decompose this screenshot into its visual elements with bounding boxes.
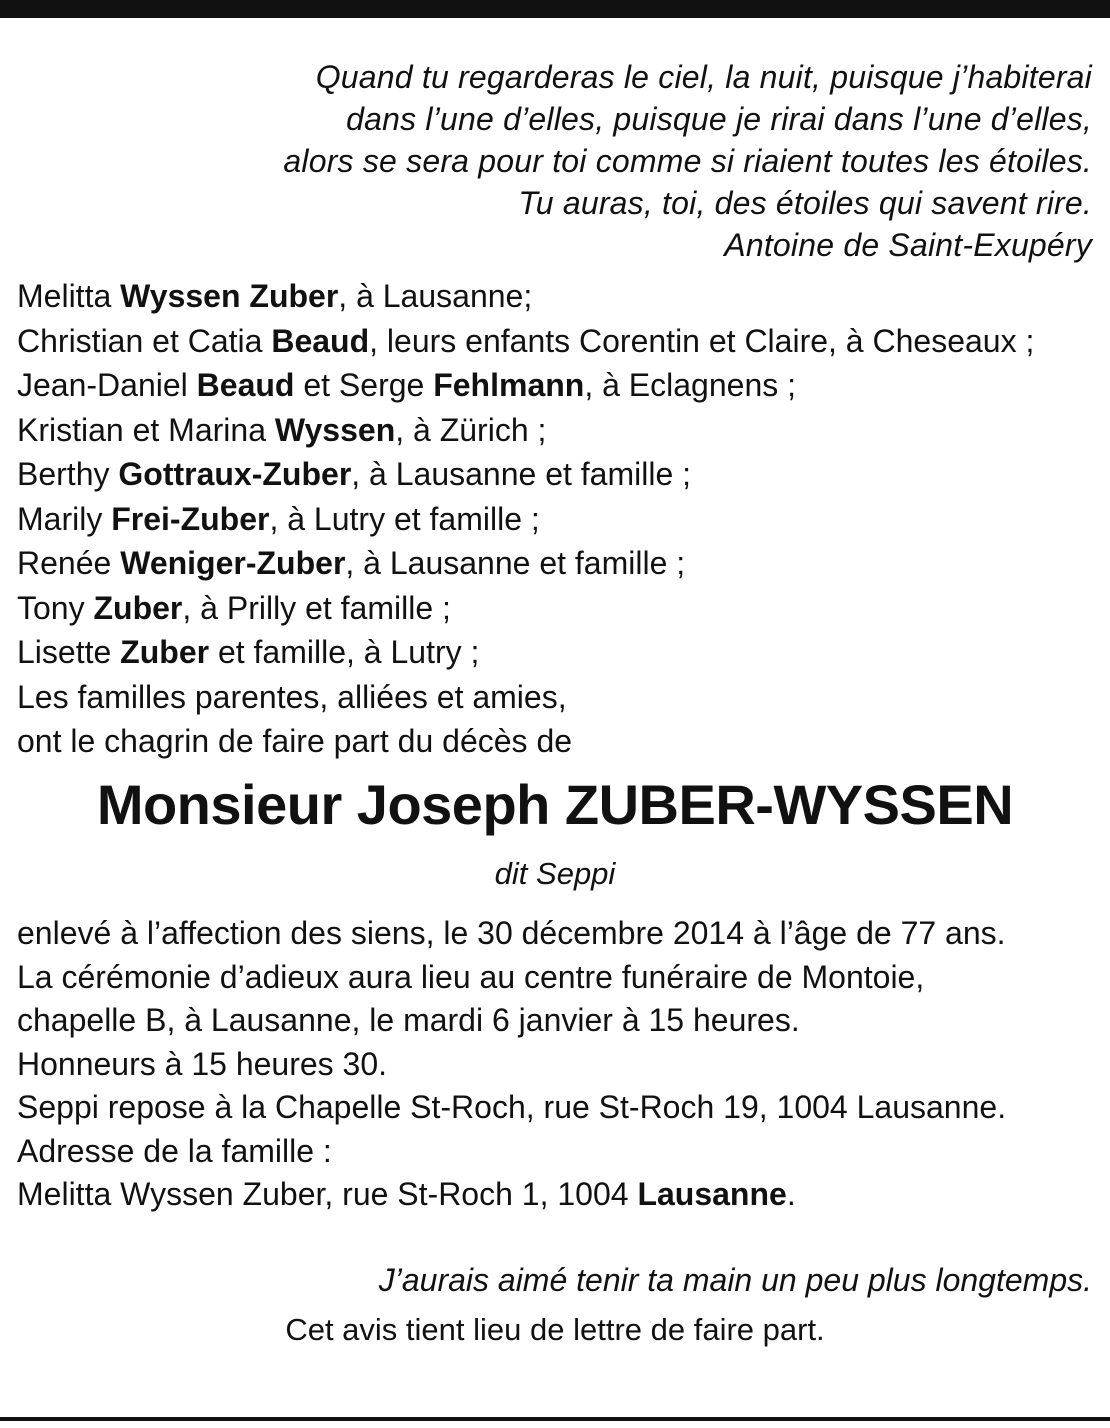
family-line: ont le chagrin de faire part du décès de — [17, 723, 573, 759]
family-line: Marily Frei-Zuber, à Lutry et famille ; — [17, 500, 540, 537]
family-line: Tony Zuber, à Prilly et famille ; — [17, 589, 451, 626]
quote-line: dans l’une d’elles, puisque je rirai dans l’une d’elles, — [346, 101, 1092, 137]
family-line: Melitta Wyssen Zuber, à Lausanne; — [17, 278, 533, 314]
ceremony-details — [17, 912, 1097, 1217]
family-line: Kristian et Marina Wyssen, à Zürich ; — [17, 411, 547, 448]
details-line: Adresse de la famille : — [17, 1132, 332, 1169]
quote-line: Quand tu regarderas le ciel, la nuit, puisque j’habiterai — [315, 59, 1092, 95]
epigraph-quote — [92, 56, 1092, 266]
quote-line: Tu auras, toi, des étoiles qui savent rire. — [518, 185, 1092, 221]
details-line: chapelle B, à Lausanne, le mardi 6 janvier à 15 heures. — [17, 1002, 800, 1038]
family-line: Les familles parentes, alliées et amies, — [17, 678, 567, 715]
family-line: Lisette Zuber et famille, à Lutry ; — [17, 634, 480, 670]
family-line: Jean-Daniel Beaud et Serge Fehlmann, à Eclagnens ; — [17, 367, 797, 403]
footer-note: Cet avis tient lieu de lettre de faire part. — [285, 1312, 825, 1347]
details-line: Honneurs à 15 heures 30. — [17, 1045, 388, 1082]
family-line: Renée Weniger-Zuber, à Lausanne et famille ; — [17, 545, 686, 581]
top-border — [0, 0, 1110, 18]
deceased-nickname: dit Seppi — [494, 856, 616, 891]
bottom-border — [0, 1417, 1110, 1421]
quote-line: alors se sera pour toi comme si riaient toutes les étoiles. — [283, 143, 1092, 179]
family-address: Melitta Wyssen Zuber, rue St-Roch 1, 1004 Lausanne. — [17, 1176, 796, 1212]
details-line: La cérémonie d’adieux aura lieu au centre funéraire de Montoie, — [17, 958, 925, 995]
closing-quote: J’aurais aimé tenir ta main un peu plus longtemps. — [378, 1262, 1092, 1298]
details-line: enlevé à l’affection des siens, le 30 décembre 2014 à l’âge de 77 ans. — [17, 915, 1006, 951]
family-line: Christian et Catia Beaud, leurs enfants Corentin et Claire, à Cheseaux ; — [17, 322, 1035, 359]
family-line: Berthy Gottraux-Zuber, à Lausanne et famille ; — [17, 456, 692, 492]
deceased-name: Monsieur Joseph ZUBER-WYSSEN — [96, 773, 1014, 836]
details-line: Seppi repose à la Chapelle St-Roch, rue St-Roch 19, 1004 Lausanne. — [17, 1089, 1007, 1125]
quote-author: Antoine de Saint-Exupéry — [724, 227, 1092, 263]
family-list — [17, 274, 1097, 764]
